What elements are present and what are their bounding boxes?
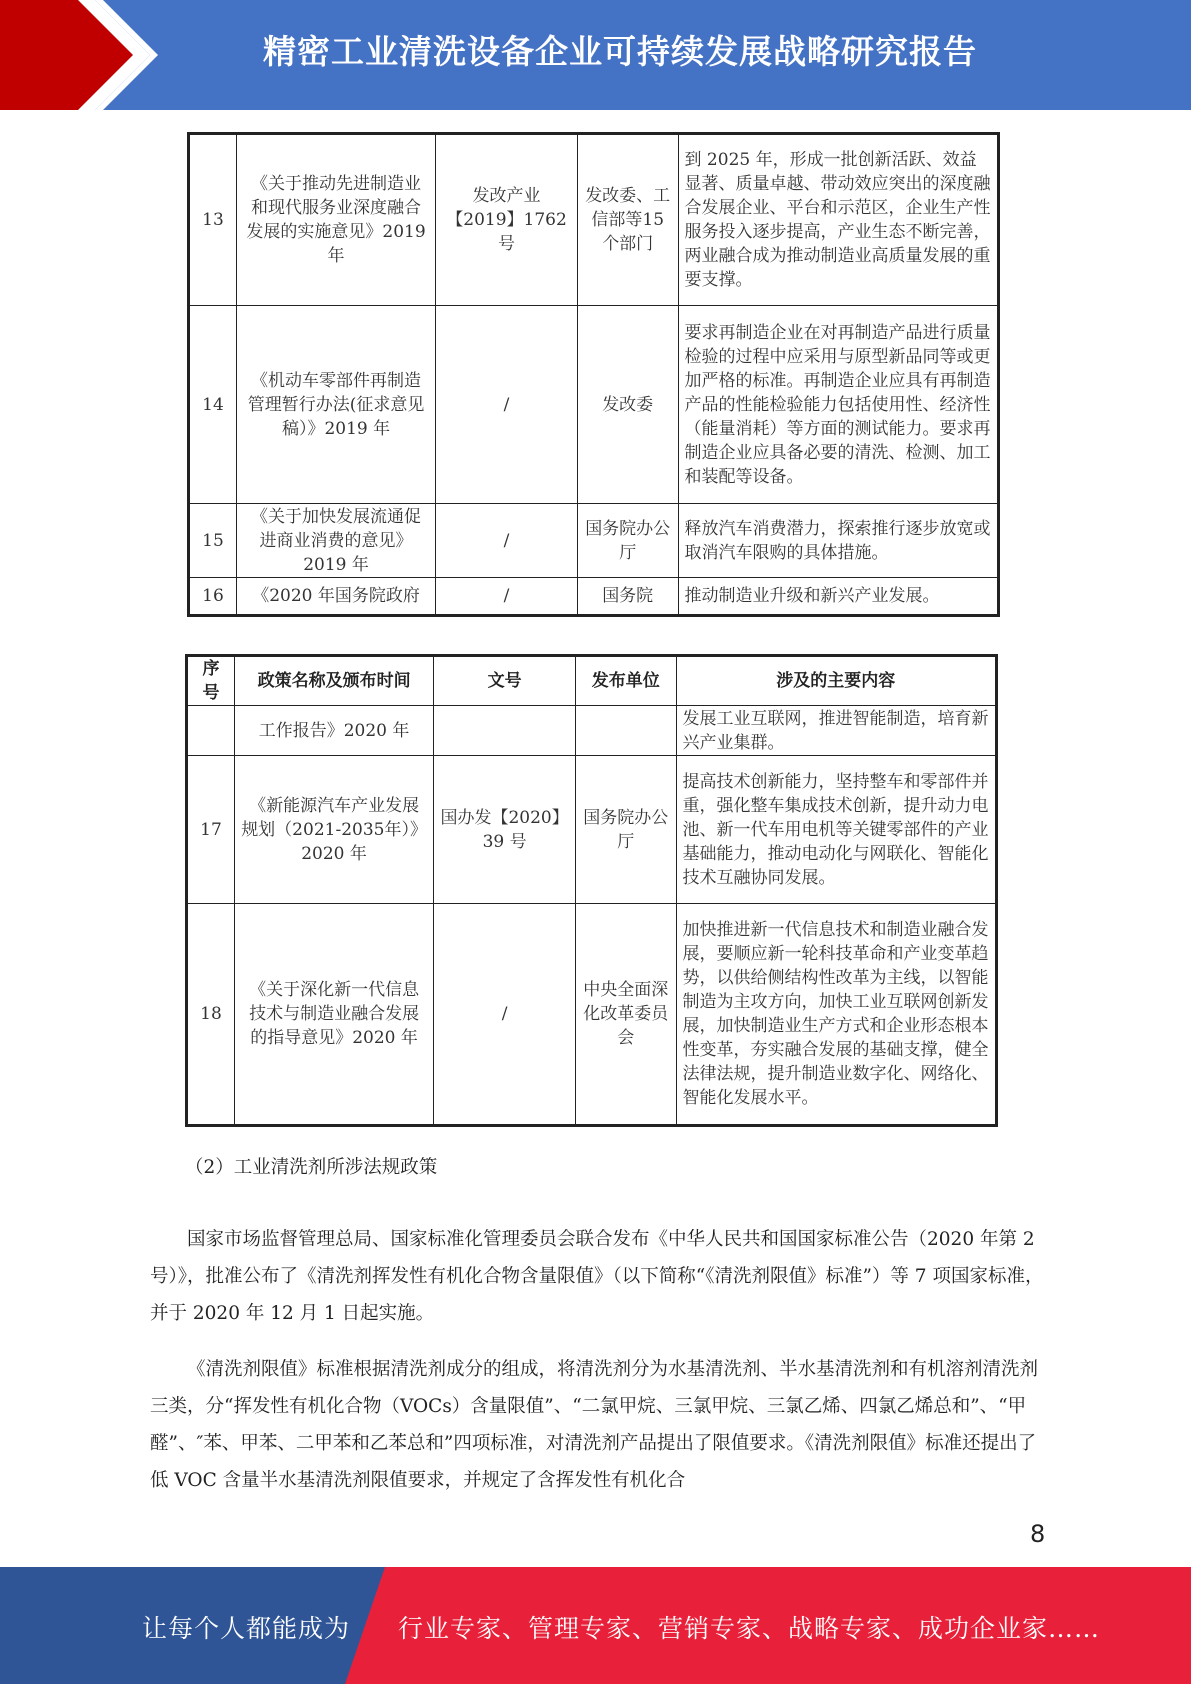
issuing-unit: 中央全面深化改革委员会: [575, 904, 676, 1126]
page-header: [0, 0, 1191, 110]
column-header-unit: 发布单位: [575, 656, 676, 706]
footer-slogan-right: 行业专家、管理专家、营销专家、战略专家、成功企业家……: [398, 1614, 1101, 1643]
policy-table: [185, 654, 998, 1127]
main-content: 加快推进新一代信息技术和制造业融合发展，要顺应新一轮科技革命和产业变革趋势，以供给侧结构性改革为主线，以智能制造为主攻方向，加快工业互联网创新发展，加快制造业生产方式和企业形态根本性变革，夯实融合发展的基础支撑，健全法律法规，提升制造业数字化、网络化、智能化发展水平。: [676, 904, 996, 1126]
document-number: /: [436, 578, 578, 616]
column-header-number: 序号: [187, 656, 235, 706]
page-footer: [0, 1567, 1191, 1684]
row-number: 17: [187, 756, 235, 904]
policy-name: 《新能源汽车产业发展规划（2021-2035年）》2020 年: [234, 756, 433, 904]
issuing-unit: [575, 706, 676, 756]
table-row: [189, 578, 999, 616]
main-content: 要求再制造企业在对再制造产品进行质量检验的过程中应采用与原型新品同等或更加严格的标准。再制造企业应具有再制造产品的性能检验能力包括使用性、经济性（能量消耗）等方面的测试能力。要求再制造企业应具备必要的清洗、检测、加工和装配等设备。: [678, 306, 998, 504]
policy-name: 《2020 年国务院政府: [236, 578, 435, 616]
document-number: /: [436, 306, 578, 504]
document-number: /: [434, 904, 576, 1126]
column-header-policy: 政策名称及颁布时间: [234, 656, 433, 706]
report-title: 精密工业清洗设备企业可持续发展战略研究报告: [263, 32, 977, 71]
body-paragraph-2: 《清洗剂限值》标准根据清洗剂成分的组成，将清洗剂分为水基清洗剂、半水基清洗剂和有机溶剂清洗剂三类，分“挥发性有机化合物（VOCs）含量限值”、“二氯甲烷、三氯甲烷、三氯乙烯、四氯乙烯总和”、“甲醛”、″苯、甲苯、二甲苯和乙苯总和”四项标准，对清洗剂产品提出了限值要求。《清洗剂限值》标准还提出了低 VOC 含量半水基清洗剂限值要求，并规定了含挥发性有机化合: [150, 1359, 1039, 1491]
document-number: 国办发【2020】39 号: [434, 756, 576, 904]
policy-table-continued: [187, 132, 1000, 617]
table-row: [187, 706, 997, 756]
policy-name: 《机动车零部件再制造管理暂行办法(征求意见稿）》2019 年: [236, 306, 435, 504]
column-header-content: 涉及的主要内容: [676, 656, 996, 706]
table-row: [187, 756, 997, 904]
document-number: 发改产业【2019】1762号: [436, 134, 578, 306]
table-row: [189, 504, 999, 578]
row-number: 14: [189, 306, 237, 504]
table-header-row: [187, 656, 997, 706]
policy-name: 《关于推动先进制造业和现代服务业深度融合发展的实施意见》2019 年: [236, 134, 435, 306]
row-number: 16: [189, 578, 237, 616]
policy-name: 工作报告》2020 年: [234, 706, 433, 756]
issuing-unit: 国务院办公厅: [575, 756, 676, 904]
row-number: 18: [187, 904, 235, 1126]
issuing-unit: 发改委、工信部等15 个部门: [577, 134, 678, 306]
footer-slogan-left: 让每个人都能成为: [142, 1614, 351, 1643]
body-paragraph-1: 国家市场监督管理总局、国家标准化管理委员会联合发布《中华人民共和国国家标准公告（2020 年第 2 号）》，批准公布了《清洗剂挥发性有机化合物含量限值》（以下简称“《清洗剂限值》标准”）等 7 项国家标准，并于 2020 年 12 月 1 日起实施。: [150, 1229, 1044, 1324]
issuing-unit: 国务院办公厅: [577, 504, 678, 578]
column-header-document: 文号: [434, 656, 576, 706]
policy-name: 《关于深化新一代信息技术与制造业融合发展的指导意见》2020 年: [234, 904, 433, 1126]
main-content: 推动制造业升级和新兴产业发展。: [678, 578, 998, 616]
main-content: 到 2025 年，形成一批创新活跃、效益显著、质量卓越、带动效应突出的深度融合发展企业、平台和示范区，企业生产性服务投入逐步提高，产业生态不断完善，两业融合成为推动制造业高质量发展的重要支撑。: [678, 134, 998, 306]
table-row: [189, 134, 999, 306]
row-number: 13: [189, 134, 237, 306]
row-number: [187, 706, 235, 756]
policy-name: 《关于加快发展流通促进商业消费的意见》2019 年: [236, 504, 435, 578]
table-row: [187, 904, 997, 1126]
main-content: 释放汽车消费潜力，探索推行逐步放宽或取消汽车限购的具体措施。: [678, 504, 998, 578]
main-content: 发展工业互联网，推进智能制造，培育新兴产业集群。: [676, 706, 996, 756]
issuing-unit: 国务院: [577, 578, 678, 616]
document-number: [434, 706, 576, 756]
issuing-unit: 发改委: [577, 306, 678, 504]
main-content: 提高技术创新能力，坚持整车和零部件并重，强化整车集成技术创新，提升动力电池、新一代车用电机等关键零部件的产业基础能力，推动电动化与网联化、智能化技术互融协同发展。: [676, 756, 996, 904]
section-subheading: （2）工业清洗剂所涉法规政策: [185, 1157, 438, 1178]
table-row: [189, 306, 999, 504]
page-number: 8: [1030, 1520, 1046, 1548]
document-number: /: [436, 504, 578, 578]
row-number: 15: [189, 504, 237, 578]
